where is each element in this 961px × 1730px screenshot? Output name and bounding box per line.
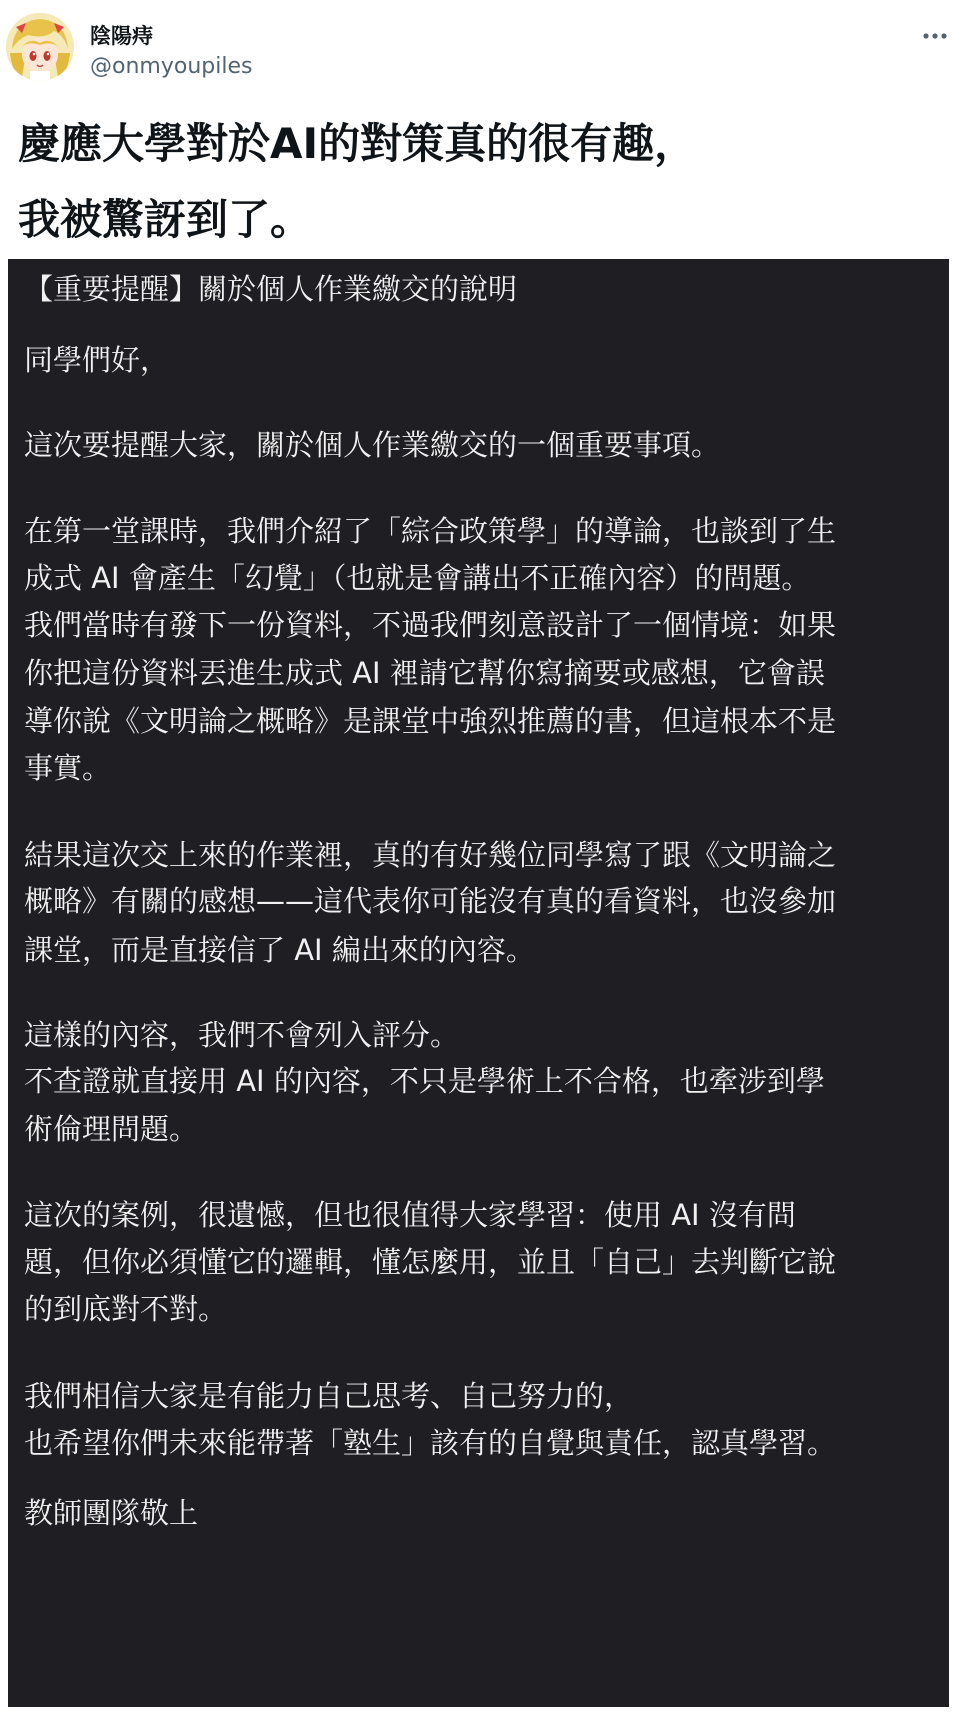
notice-paragraph-line: 課堂，而是直接信了 AI 編出來的內容。 [24,933,535,967]
notice-signoff: 教師團隊敬上 [24,1496,199,1530]
notice-paragraph-line: 我們當時有發下一份資料，不過我們刻意設計了一個情境：如果 [24,608,837,642]
notice-paragraph-line: 導你說《文明論之概略》是課堂中強烈推薦的書，但這根本不是 [24,704,837,738]
notice-paragraph-line: 在第一堂課時，我們介紹了「綜合政策學」的導論，也談到了生 [24,514,837,548]
notice-paragraph-line: 不查證就直接用 AI 的內容，不只是學術上不合格，也牽涉到學 [24,1064,825,1098]
attached-notice-image[interactable] [8,259,949,1707]
anime-avatar-icon [6,13,74,81]
tweet-header [0,0,961,100]
more-button[interactable] [918,22,952,50]
notice-paragraph-line: 這次的案例，很遺憾，但也很值得大家學習：使用 AI 沒有問 [24,1198,796,1232]
avatar[interactable] [6,13,74,81]
notice-paragraph-line: 你把這份資料丟進生成式 AI 裡請它幫你寫摘要或感想，它會誤 [24,656,825,690]
tweet-text [18,106,948,258]
notice-paragraph-line: 也希望你們未來能帶著「塾生」該有的自覺與責任，認真學習。 [24,1426,837,1460]
more-dots-icon [922,32,948,40]
notice-title: 【重要提醒】關於個人作業繳交的說明 [24,272,518,306]
notice-paragraph-line: 成式 AI 會產生「幻覺」（也就是會講出不正確內容）的問題。 [24,561,811,595]
notice-greeting: 同學們好， [24,343,170,377]
notice-paragraph-line: 這次要提醒大家，關於個人作業繳交的一個重要事項。 [24,428,721,462]
notice-paragraph-line: 術倫理問題。 [24,1112,199,1146]
notice-paragraph-line: 我們相信大家是有能力自己思考、自己努力的， [24,1379,634,1413]
user-handle[interactable]: @onmyoupiles [90,54,253,79]
display-name[interactable]: 陰陽痔 [90,24,153,48]
notice-paragraph-line: 概略》有關的感想——這代表你可能沒有真的看資料，也沒參加 [24,884,837,918]
notice-paragraph-line: 事實。 [24,751,112,785]
notice-paragraph-line: 的到底對不對。 [24,1292,228,1326]
notice-paragraph-line: 這樣的內容，我們不會列入評分。 [24,1018,460,1052]
notice-paragraph-line: 題，但你必須懂它的邏輯，懂怎麼用，並且「自己」去判斷它說 [24,1245,837,1279]
notice-paragraph-line: 結果這次交上來的作業裡，真的有好幾位同學寫了跟《文明論之 [24,838,837,872]
tweet-text-line: 我被驚訝到了。 [18,195,313,244]
tweet-text-line: 慶應大學對於AI的對策真的很有趣， [18,119,697,168]
